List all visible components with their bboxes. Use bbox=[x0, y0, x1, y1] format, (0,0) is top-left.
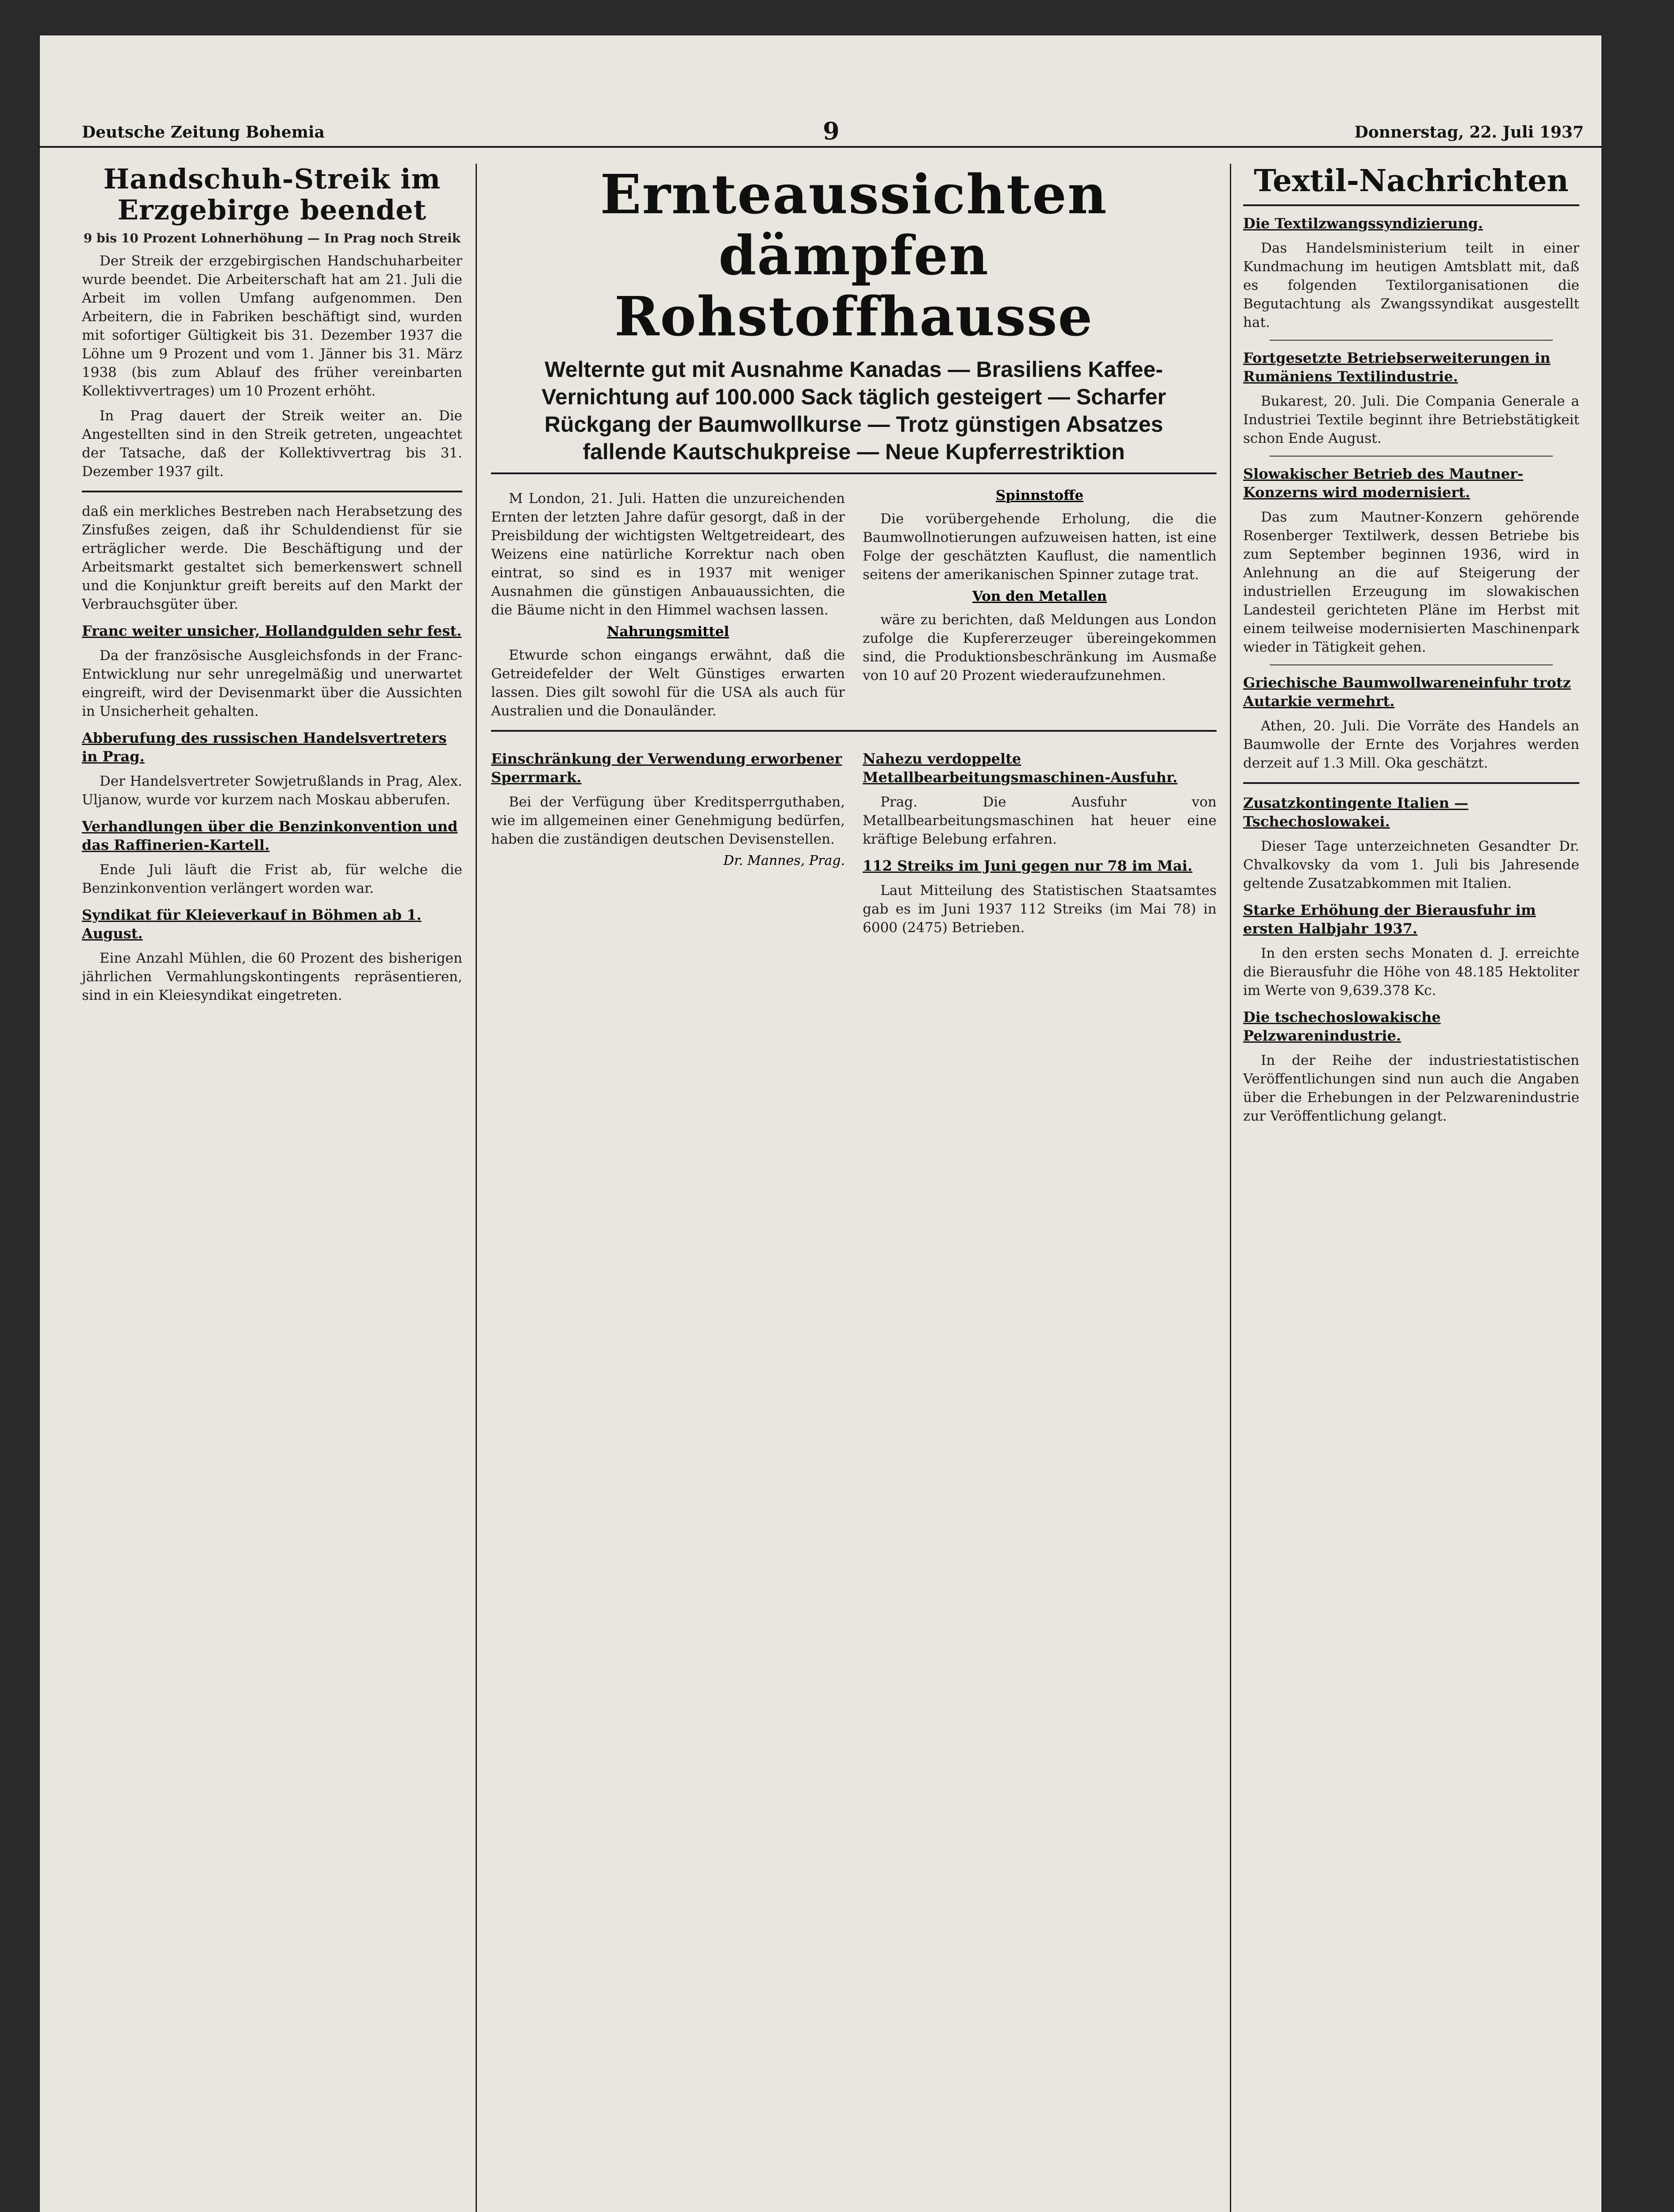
section-title: Verhandlungen über die Benzinkonvention und das Raffinerien-Kartell. bbox=[82, 818, 458, 853]
section-text: Eine Anzahl Mühlen, die 60 Prozent des bisherigen jährlichen Vermahlungskontingents repräsentieren, sind in ein Kleiesyndikat eingetreten. bbox=[82, 950, 462, 1003]
section-text: Bukarest, 20. Juli. Die Compania Generale a Industriei Textile beginnt ihre Betriebstätigkeit schon Ende August. bbox=[1243, 393, 1579, 446]
section-title: Nahrungsmittel bbox=[607, 624, 729, 640]
right-headline: Textil-Nachrichten bbox=[1243, 164, 1579, 206]
section-title: Einschränkung der Verwendung erworbener Sperrmark. bbox=[491, 750, 842, 786]
section-title: 112 Streiks im Juni gegen nur 78 im Mai. bbox=[863, 857, 1193, 874]
economy-paragraph: daß ein merkliches Bestreben nach Herabsetzung des Zinsfußes zeigen, daß ihr Schuldendienst für sie erträglicher werde. Die Beschäftigung und der Arbeitsmarkt gestaltet sich bemerkenswert schnell und die Konjunktur greift bereits auf den Markt der Verbrauchsgüter über. bbox=[82, 503, 462, 612]
section-title: Starke Erhöhung der Bierausfuhr im ersten Halbjahr 1937. bbox=[1243, 902, 1536, 937]
section-divider bbox=[82, 491, 462, 492]
section-text: Athen, 20. Juli. Die Vorräte des Handels an Baumwolle der Ernte des Vorjahres werden derzeit auf 1.3 Mill. Oka geschätzt. bbox=[1243, 718, 1579, 771]
middle-column bbox=[491, 164, 1217, 937]
section-text: In der Reihe der industriestatistischen Veröffentlichungen sind nun auch die Angaben über die Erhebungen in der Pelzwarenindustrie zur Veröffentlichung gelangt. bbox=[1243, 1052, 1579, 1124]
section-divider bbox=[1243, 782, 1579, 784]
section-text: Der Handelsvertreter Sowjetrußlands in Prag, Alex. Uljanow, wurde vor kurzem nach Moskau abberufen. bbox=[82, 773, 462, 808]
middle-subcolumn-left bbox=[491, 483, 845, 720]
section-divider bbox=[1270, 340, 1553, 341]
section-text: Da der französische Ausgleichsfonds in der Franc-Entwicklung nur sehr unregelmäßig und unerwartet eingreift, wird der Devisenmarkt über die Aussichten in Unsicherheit gehalten. bbox=[82, 648, 462, 719]
section-text: Ende Juli läuft die Frist ab, für welche die Benzinkonvention verlängert worden war. bbox=[82, 862, 462, 896]
section-divider bbox=[491, 730, 1217, 732]
lead-paragraph: M London, 21. Juli. Hatten die unzureichenden Ernten der letzten Jahre dafür gesorgt, daß in der Preisbildung der wichtigsten Weltgetreideart, des Weizens eine natürliche Korrektur nach oben eintrat, so sind es in 1937 mit weniger Ausnahmen die günstigen Anbauaussichten, die die Bäume nicht in den Himmel wachsen lassen. bbox=[491, 491, 845, 618]
right-column bbox=[1243, 164, 1579, 1125]
running-head bbox=[40, 119, 1601, 148]
middle-lower-left bbox=[491, 741, 845, 937]
middle-lower-right bbox=[863, 741, 1217, 937]
section-text: Das Handelsministerium teilt in einer Kundmachung im heutigen Amtsblatt mit, daß es folgenden Textilorganisationen die Begutachtung als Zwangssyndikat ausgestellt hat. bbox=[1243, 240, 1579, 330]
section-title: Die Textilzwangssyndizierung. bbox=[1243, 215, 1483, 232]
section-divider bbox=[1270, 664, 1553, 665]
byline: Dr. Mannes, Prag. bbox=[723, 853, 845, 868]
column-rule-left bbox=[476, 164, 477, 2212]
section-text: Etwurde schon eingangs erwähnt, daß die Getreidefelder der Welt Günstiges erwarten lassen. Dies gilt sowohl für die USA als auch für Australien und die Donauländer. bbox=[491, 647, 845, 719]
left-subheadline: 9 bis 10 Prozent Lohnerhöhung — In Prag noch Streik bbox=[83, 231, 461, 246]
section-text: Prag. Die Ausfuhr von Metallbearbeitungsmaschinen hat heuer eine kräftige Belebung erfahren. bbox=[863, 794, 1217, 847]
section-title: Griechische Baumwollwareneinfuhr trotz Autarkie vermehrt. bbox=[1243, 674, 1571, 710]
section-text: Dieser Tage unterzeichneten Gesandter Dr. Chvalkovsky da vom 1. Juli bis Jahresende geltende Zusatzabkommen mit Italien. bbox=[1243, 838, 1579, 891]
section-title: Von den Metallen bbox=[972, 588, 1107, 604]
section-text: Laut Mitteilung des Statistischen Staatsamtes gab es im Juni 1937 112 Streiks (im Mai 78) in 6000 (2475) Betrieben. bbox=[863, 883, 1217, 936]
section-title: Zusatzkontingente Italien — Tschechoslowakei. bbox=[1243, 795, 1469, 830]
main-headline: Ernteaussichten dämpfen Rohstoffhausse bbox=[600, 162, 1108, 348]
section-title: Slowakischer Betrieb des Mautner-Konzerns wird modernisiert. bbox=[1243, 465, 1524, 501]
middle-lower-subcolumns bbox=[491, 741, 1217, 937]
issue-date: Donnerstag, 22. Juli 1937 bbox=[1354, 123, 1584, 142]
section-title: Die tschechoslowakische Pelzwarenindustrie. bbox=[1243, 1009, 1441, 1044]
article-paragraph: Der Streik der erzgebirgischen Handschuharbeiter wurde beendet. Die Arbeiterschaft hat am 21. Juli die Arbeit im vollen Umfang aufgenommen. Den Arbeitern, die in Fabriken beschäftigt sind, wurden mit sofortiger Gültigkeit bis 31. Dezember 1937 die Löhne um 9 Prozent und vom 1. Jänner bis 31. März 1938 (bis zum Ablauf des früher vereinbarten Kollektivvertrages) um 10 Prozent erhöht. bbox=[82, 253, 462, 399]
section-divider bbox=[1270, 456, 1553, 457]
page-number: 9 bbox=[823, 117, 840, 145]
section-title: Spinnstoffe bbox=[995, 488, 1084, 503]
newspaper-page bbox=[40, 35, 1601, 2212]
section-text: Die vorübergehende Erholung, die die Baumwollnotierungen aufzuweisen hatten, ist eine Folge der geschätzten Kauflust, die namentlich seitens der amerikanischen Spinner zutage trat. bbox=[863, 511, 1217, 583]
middle-subcolumn-right bbox=[863, 483, 1217, 720]
column-rule-right bbox=[1230, 164, 1231, 2212]
middle-subcolumns bbox=[491, 483, 1217, 720]
left-column bbox=[82, 164, 462, 1005]
section-title: Nahezu verdoppelte Metallbearbeitungsmaschinen-Ausfuhr. bbox=[863, 750, 1178, 786]
section-text: Das zum Mautner-Konzern gehörende Rosenberger Textilwerk, dessen Betriebe bis zum September beginnen 1936, wird in Anlehnung an die auf Steigerung der industriellen Erzeugung im slowakischen Landesteil gerichteten Pläne im Herbst mit einem teilweise modernisierten Maschinenpark wieder in Tätigkeit gehen. bbox=[1243, 509, 1579, 655]
article-paragraph: In Prag dauert der Streik weiter an. Die Angestellten sind in den Streik getreten, ungeachtet der Tatsache, daß der Kollektivvertrag bis 31. Dezember 1937 gilt. bbox=[82, 408, 462, 480]
section-text: Bei der Verfügung über Kreditsperrguthaben, wie im allgemeinen einer Genehmigung bedürfen, haben die zuständigen deutschen Devisenstellen. bbox=[491, 794, 845, 847]
section-title: Abberufung des russischen Handelsvertreters in Prag. bbox=[82, 730, 447, 765]
paper-name: Deutsche Zeitung Bohemia bbox=[82, 123, 325, 142]
section-title: Syndikat für Kleieverkauf in Böhmen ab 1. August. bbox=[82, 906, 422, 942]
section-title: Franc weiter unsicher, Hollandgulden sehr fest. bbox=[82, 622, 462, 639]
main-subheadline: Welternte gut mit Ausnahme Kanadas — Brasiliens Kaffee-Vernichtung auf 100.000 Sack täglich gesteigert — Scharfer Rückgang der Baumwollkurse — Trotz günstigen Absatzes fallende Kautschukpreise — Neue Kupferrestriktion bbox=[491, 356, 1217, 474]
left-headline: Handschuh-Streik im Erzgebirge beendet bbox=[103, 163, 441, 226]
section-text: In den ersten sechs Monaten d. J. erreichte die Bierausfuhr die Höhe von 48.185 Hektoliter im Werte von 9,639.378 Kc. bbox=[1243, 945, 1579, 998]
section-text: wäre zu berichten, daß Meldungen aus London zufolge die Kupfererzeuger übereingekommen sind, die Produktionsbeschränkung im Ausmaße von 10 auf 20 Prozent wiederaufzunehmen. bbox=[863, 612, 1217, 684]
section-title: Fortgesetzte Betriebserweiterungen in Rumäniens Textilindustrie. bbox=[1243, 349, 1551, 385]
